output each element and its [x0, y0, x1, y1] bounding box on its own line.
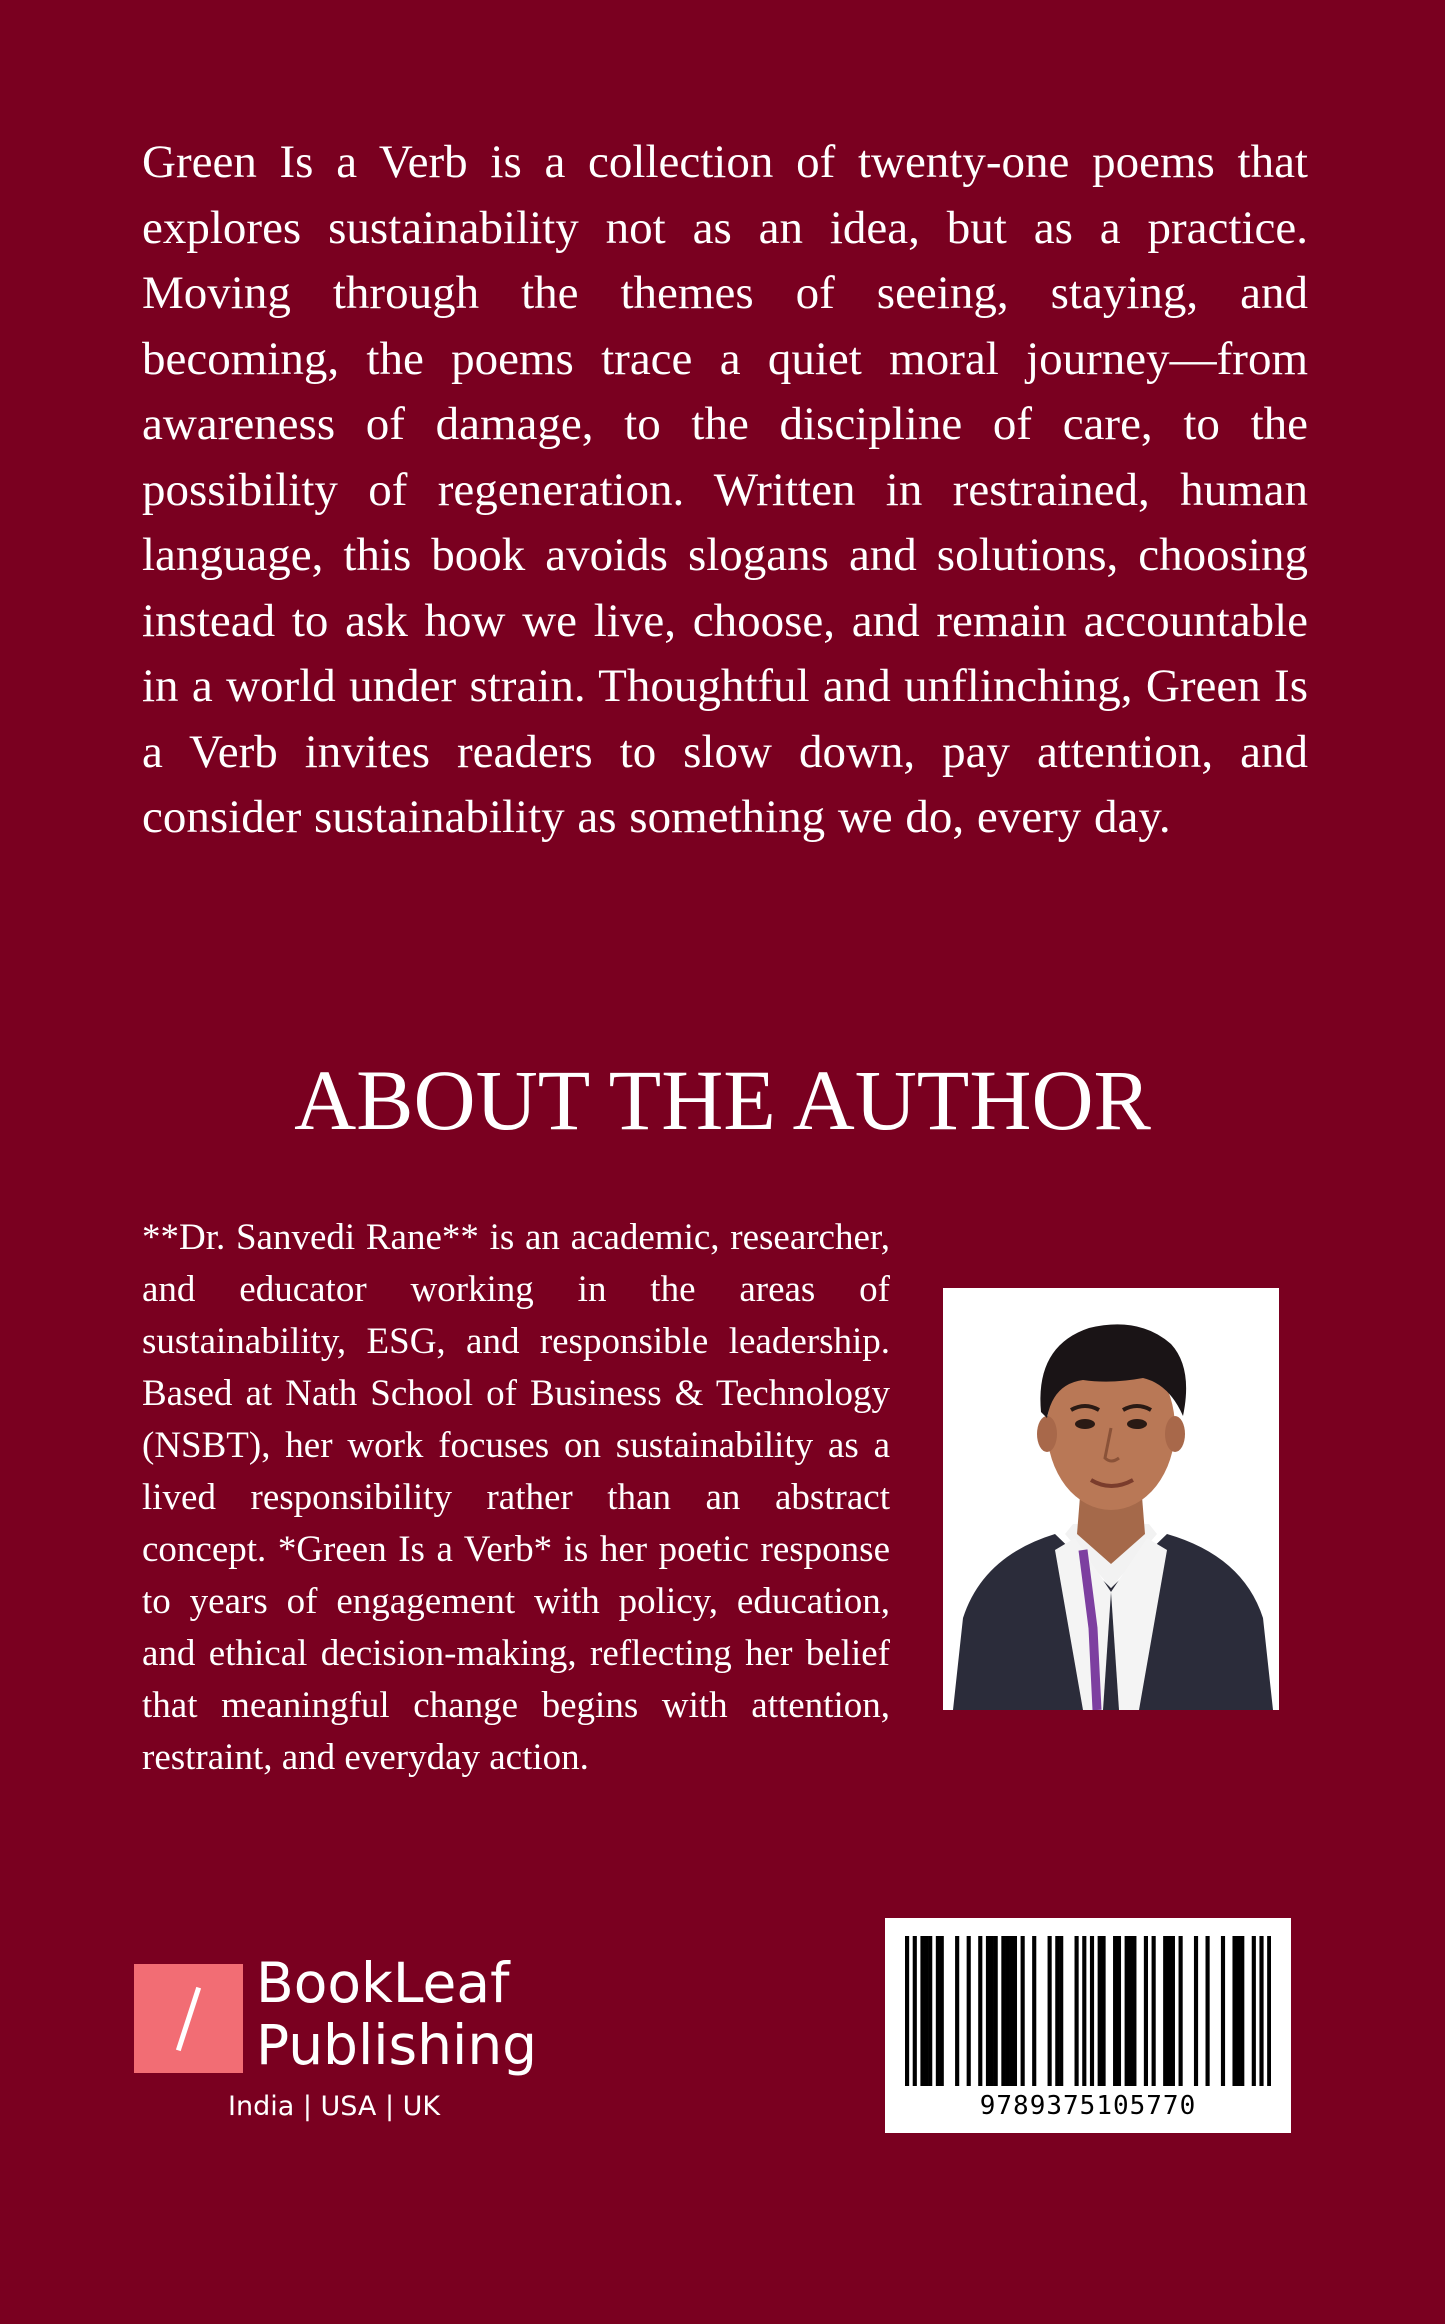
barcode-bar [1082, 1936, 1086, 2086]
author-bio: **Dr. Sanvedi Rane** is an academic, researcher, and educator working in the areas of sustainability, ESG, and responsible leadership. Based at Nath School of Business & Technology (NSBT), her work focuses on sustainability as a lived responsibility rather than an abstract concept. *Green Is a Verb* is her poetic response to years of engagement with policy, education, and ethical decision-making, reflecting her belief that meaningful change begins with attention, restraint, and everyday action. [142, 1217, 890, 1778]
barcode-bar [955, 1936, 959, 2086]
barcode-bar [990, 1936, 994, 2086]
barcode-bar [1259, 1936, 1263, 2086]
author-portrait-illustration [943, 1288, 1279, 1710]
barcode-bar [1221, 1936, 1225, 2086]
barcode-bar [1179, 1936, 1183, 2086]
barcode-bar [913, 1936, 917, 2086]
publisher-name [256, 1952, 537, 2076]
barcode-bar [1075, 1936, 1079, 2086]
barcode-bar [1021, 1936, 1025, 2086]
barcode-bar [1236, 1936, 1240, 2086]
barcode-bar [1117, 1936, 1121, 2086]
barcode-bar [1055, 1936, 1059, 2086]
barcode-bar [936, 1936, 940, 2086]
barcode-bar [940, 1936, 944, 2086]
barcode-bar [1090, 1936, 1094, 2086]
barcode-bar [1098, 1936, 1102, 2086]
barcode-bar [1252, 1936, 1256, 2086]
publisher-logo [134, 1951, 554, 2132]
barcode-bar [1013, 1936, 1017, 2086]
isbn-barcode [885, 1918, 1291, 2133]
about-author-heading: ABOUT THE AUTHOR [294, 1052, 1151, 1148]
barcode-bar [920, 1936, 924, 2086]
barcode-bar [1132, 1936, 1136, 2086]
barcode-bar [1232, 1936, 1236, 2086]
barcode-bar [986, 1936, 990, 2086]
barcode-bar [928, 1936, 932, 2086]
barcode-bar [1240, 1936, 1244, 2086]
barcode-bar [1032, 1936, 1036, 2086]
barcode-bar [978, 1936, 982, 2086]
publisher-name-line1: BookLeaf [256, 1951, 510, 2015]
barcode-bar [994, 1936, 998, 2086]
barcode-bar [1267, 1936, 1271, 2086]
barcode-bars [905, 1936, 1271, 2086]
barcode-bar [1152, 1936, 1156, 2086]
barcode-bar [1167, 1936, 1171, 2086]
barcode-bar [1048, 1936, 1052, 2086]
barcode-bar [1171, 1936, 1175, 2086]
barcode-bar [1163, 1936, 1167, 2086]
barcode-bar [1125, 1936, 1129, 2086]
barcode-bar [1144, 1936, 1148, 2086]
author-photo [943, 1288, 1279, 1710]
barcode-bar [1128, 1936, 1132, 2086]
publisher-name-line2: Publishing [256, 2013, 538, 2077]
barcode-bar [1001, 1936, 1005, 2086]
slash-icon [176, 1987, 201, 2051]
book-blurb: Green Is a Verb is a collection of twenty-one poems that explores sustainability not as an idea, but as a practice. Moving through the themes of seeing, staying, and becoming, the poems trace a quiet moral journey—from awareness of damage, to the discipline of care, to the possibility of regeneration. Written in restrained, human language, this book avoids slogans and solutions, choosing instead to ask how we live, choose, and remain accountable in a world under strain. Thoughtful and unflinching, Green Is a Verb invites readers to slow down, pay attention, and consider sustainability as something we do, every day. [142, 136, 1308, 843]
barcode-bar [924, 1936, 928, 2086]
barcode-bar [1005, 1936, 1009, 2086]
barcode-bar [1101, 1936, 1105, 2086]
barcode-bar [905, 1936, 909, 2086]
barcode-bar [1059, 1936, 1063, 2086]
barcode-bar [1113, 1936, 1117, 2086]
publisher-regions: India | USA | UK [228, 2091, 441, 2122]
barcode-bar [967, 1936, 971, 2086]
barcode-bar [1194, 1936, 1198, 2086]
publisher-logo-mark [134, 1964, 243, 2073]
barcode-bar [1009, 1936, 1013, 2086]
isbn-number: 9789375105770 [979, 2091, 1197, 2121]
barcode-bar [1206, 1936, 1210, 2086]
